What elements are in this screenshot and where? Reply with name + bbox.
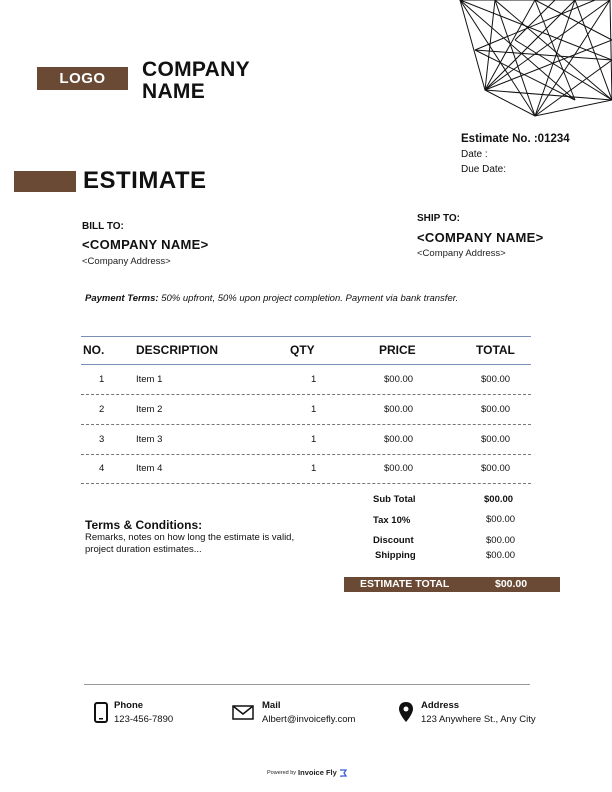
bill-to-address: <Company Address> (82, 256, 171, 267)
mail-icon (232, 705, 254, 720)
row-no: 4 (99, 463, 105, 474)
estimate-date: Date : (461, 149, 488, 160)
footer-rule (84, 684, 530, 685)
row-qty: 1 (311, 404, 317, 415)
shipping-label: Shipping (375, 550, 416, 561)
row-price: $00.00 (384, 404, 414, 415)
row-no: 2 (99, 404, 105, 415)
ship-to-address: <Company Address> (417, 248, 506, 259)
powered-by-text: Powered by (267, 769, 297, 776)
header-description: DESCRIPTION (136, 343, 219, 357)
header-price: PRICE (379, 343, 416, 357)
logo: LOGO (37, 67, 128, 90)
discount-label: Discount (373, 535, 414, 546)
payment-terms (85, 293, 458, 304)
phone-icon (94, 702, 108, 723)
row-price: $00.00 (384, 463, 414, 474)
ship-to-company: <COMPANY NAME> (417, 230, 544, 245)
bill-to-company: <COMPANY NAME> (82, 237, 209, 252)
row-qty: 1 (311, 463, 317, 474)
row-description: Item 2 (136, 404, 163, 415)
terms-heading: Terms & Conditions: (85, 518, 203, 532)
row-total: $00.00 (481, 434, 511, 445)
row-qty: 1 (311, 374, 317, 385)
row-price: $00.00 (384, 434, 414, 445)
company-name-line1: COMPANY (142, 58, 250, 81)
mail-value: Albert@invoicefly.com (262, 714, 356, 725)
row-total: $00.00 (481, 404, 511, 415)
powered-by (267, 768, 347, 777)
address-label: Address (421, 700, 460, 711)
estimate-number: Estimate No. :01234 (461, 133, 570, 145)
table-row (81, 365, 531, 395)
tax-label: Tax 10% (373, 515, 411, 526)
table-row (81, 425, 531, 455)
row-no: 1 (99, 374, 105, 385)
ship-to-label: SHIP TO: (417, 213, 460, 224)
brand-name: Invoice Fly (298, 768, 337, 777)
estimate-due-date: Due Date: (461, 164, 507, 175)
location-pin-icon (399, 702, 413, 722)
shipping-value: $00.00 (486, 550, 516, 561)
subtotal-label: Sub Total (373, 494, 416, 505)
header-no: NO. (83, 343, 105, 357)
estimate-total-label: ESTIMATE TOTAL (360, 578, 450, 590)
discount-value: $00.00 (486, 535, 516, 546)
tax-value: $00.00 (486, 514, 516, 525)
table-top-rule (81, 336, 531, 337)
estimate-total-bar (344, 577, 560, 592)
subtotal-value: $00.00 (484, 494, 514, 505)
geometric-decoration-icon (455, 0, 612, 118)
row-price: $00.00 (384, 374, 414, 385)
terms-body: Remarks, notes on how long the estimate is valid, project duration estimates... (85, 532, 295, 555)
table-row (81, 395, 531, 425)
brand-flag-icon (339, 769, 347, 777)
phone-label: Phone (114, 700, 144, 711)
row-description: Item 4 (136, 463, 163, 474)
row-description: Item 3 (136, 434, 163, 445)
payment-terms-label: Payment Terms: (85, 293, 159, 304)
phone-value: 123-456-7890 (114, 714, 174, 725)
payment-terms-text: 50% upfront, 50% upon project completion. Payment via bank transfer. (161, 293, 459, 304)
document-title: ESTIMATE (83, 167, 207, 194)
title-accent-bar (14, 171, 76, 192)
mail-label: Mail (262, 700, 281, 711)
row-qty: 1 (311, 434, 317, 445)
address-value: 123 Anywhere St., Any City (421, 714, 536, 725)
header-total: TOTAL (476, 343, 515, 357)
table-row (81, 454, 531, 484)
estimate-total-value: $00.00 (495, 578, 528, 590)
row-total: $00.00 (481, 463, 511, 474)
row-no: 3 (99, 434, 105, 445)
bill-to-label: BILL TO: (82, 221, 124, 232)
company-name-line2: NAME (142, 80, 206, 103)
header-qty: QTY (290, 343, 315, 357)
row-description: Item 1 (136, 374, 163, 385)
company-name (142, 59, 250, 103)
row-total: $00.00 (481, 374, 511, 385)
